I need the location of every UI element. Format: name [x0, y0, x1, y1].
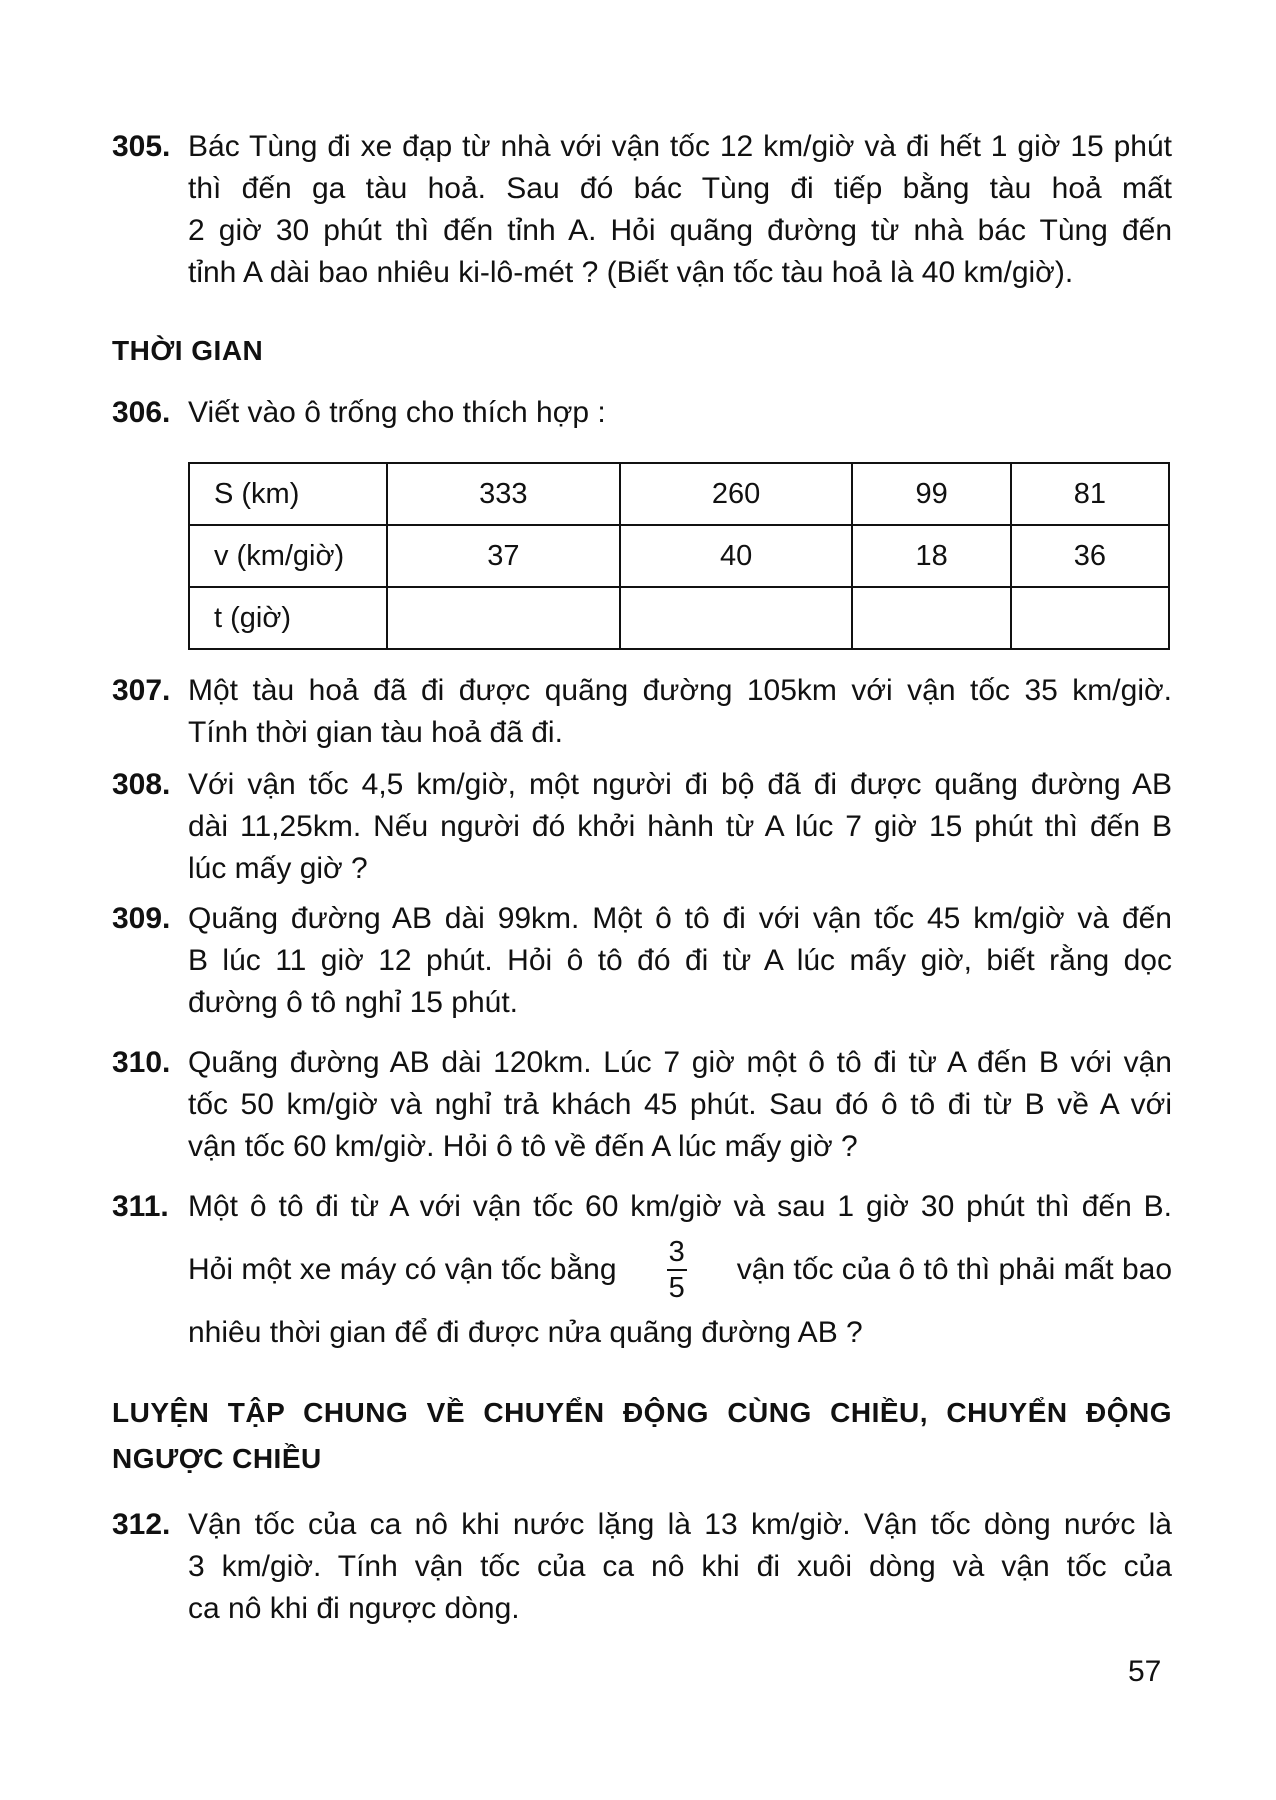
problem-number: 308. — [112, 768, 171, 801]
table-cell: t (giờ) — [189, 587, 387, 649]
problem-text-line: Viết vào ô trống cho thích hợp : — [188, 396, 606, 429]
problem-309 — [112, 898, 1172, 1024]
problem-text-line: lúc mấy giờ ? — [188, 852, 368, 885]
problem-text-line: thì đến ga tàu hoả. Sau đó bác Tùng đi tiếp bằng tàu hoả mất — [188, 172, 1172, 205]
table-cell: S (km) — [189, 463, 387, 525]
problem-text-line: đường ô tô nghỉ 15 phút. — [188, 986, 518, 1019]
problem-number: 305. — [112, 130, 171, 163]
section-heading-time: THỜI GIAN — [112, 335, 264, 366]
problem-310 — [112, 1042, 1172, 1168]
table-cell: 36 — [1011, 525, 1169, 587]
table-cell: 40 — [620, 525, 853, 587]
problem-307 — [112, 670, 1172, 754]
problem-text-line: vận tốc 60 km/giờ. Hỏi ô tô về đến A lúc mấy giờ ? — [188, 1130, 858, 1163]
problem-number: 306. — [112, 396, 171, 429]
problem-text-line: Một ô tô đi từ A với vận tốc 60 km/giờ và sau 1 giờ 30 phút thì đến B. — [188, 1190, 1172, 1223]
table-cell: v (km/giờ) — [189, 525, 387, 587]
heading-line: LUYỆN TẬP CHUNG VỀ CHUYỂN ĐỘNG CÙNG CHIỀU, CHUYỂN ĐỘNG — [112, 1397, 1172, 1428]
problem-text-line: nhiêu thời gian để đi được nửa quãng đường AB ? — [188, 1316, 863, 1349]
problem-308 — [112, 764, 1172, 890]
problem-text-line: B lúc 11 giờ 12 phút. Hỏi ô tô đó đi từ A lúc mấy giờ, biết rằng dọc — [188, 944, 1172, 977]
problem-text-line: Vận tốc của ca nô khi nước lặng là 13 km/giờ. Vận tốc dòng nước là — [188, 1508, 1172, 1541]
problem-text-line: dài 11,25km. Nếu người đó khởi hành từ A lúc 7 giờ 15 phút thì đến B — [188, 810, 1172, 843]
answer-blank-cell[interactable] — [620, 587, 853, 649]
problem-number: 307. — [112, 674, 171, 707]
table-cell: 18 — [852, 525, 1010, 587]
problem-number: 311. — [112, 1190, 169, 1223]
problem-number: 312. — [112, 1508, 171, 1541]
problem-text-fragment: vận tốc của ô tô thì phải mất bao — [736, 1253, 1172, 1286]
problem-text-line: 2 giờ 30 phút thì đến tỉnh A. Hỏi quãng đường từ nhà bác Tùng đến — [188, 214, 1172, 247]
problem-text-line: ca nô khi đi ngược dòng. — [188, 1592, 520, 1625]
problem-text-line: tỉnh A dài bao nhiêu ki-lô-mét ? (Biết vận tốc tàu hoả là 40 km/giờ). — [188, 256, 1074, 289]
table-cell: 37 — [387, 525, 620, 587]
problem-text-line: Quãng đường AB dài 99km. Một ô tô đi với vận tốc 45 km/giờ và đến — [188, 902, 1172, 935]
problem-text-line: Một tàu hoả đã đi được quãng đường 105km với vận tốc 35 km/giờ. — [188, 674, 1172, 707]
problem-305 — [112, 126, 1172, 294]
problem-text-fragment: Hỏi một xe máy có vận tốc bằng — [188, 1253, 617, 1286]
answer-blank-cell[interactable] — [387, 587, 620, 649]
table-cell: 260 — [620, 463, 853, 525]
problem-311 — [112, 1186, 1172, 1354]
speed-time-table — [188, 462, 1170, 650]
answer-blank-cell[interactable] — [1011, 587, 1169, 649]
problem-number: 310. — [112, 1046, 171, 1079]
fraction-denominator: 5 — [668, 1272, 685, 1304]
problem-text-line: Quãng đường AB dài 120km. Lúc 7 giờ một ô tô đi từ A đến B với vận — [188, 1046, 1172, 1079]
problem-text-line: 3 km/giờ. Tính vận tốc của ca nô khi đi xuôi dòng và vận tốc của — [188, 1550, 1172, 1583]
problem-number: 309. — [112, 902, 171, 935]
problem-text-line: Tính thời gian tàu hoả đã đi. — [188, 716, 563, 749]
problem-312 — [112, 1504, 1172, 1630]
problem-text-line: tốc 50 km/giờ và nghỉ trả khách 45 phút. Sau đó ô tô đi từ B về A với — [188, 1088, 1172, 1121]
problem-306 — [112, 392, 1172, 434]
problem-text-line: Bác Tùng đi xe đạp từ nhà với vận tốc 12 km/giờ và đi hết 1 giờ 15 phút — [188, 130, 1172, 163]
table-row — [189, 525, 1169, 587]
table-cell: 81 — [1011, 463, 1169, 525]
section-heading-practice — [112, 1390, 1172, 1482]
table-cell: 99 — [852, 463, 1010, 525]
problem-text-line-with-fraction — [188, 1228, 1172, 1312]
page-number: 57 — [1128, 1655, 1162, 1688]
table-cell: 333 — [387, 463, 620, 525]
answer-blank-cell[interactable] — [852, 587, 1010, 649]
table-row — [189, 463, 1169, 525]
table-row — [189, 587, 1169, 649]
fraction-numerator: 3 — [667, 1235, 687, 1271]
heading-line: NGƯỢC CHIỀU — [112, 1443, 322, 1474]
fraction — [667, 1235, 687, 1305]
problem-text-line: Với vận tốc 4,5 km/giờ, một người đi bộ đã đi được quãng đường AB — [188, 768, 1172, 801]
